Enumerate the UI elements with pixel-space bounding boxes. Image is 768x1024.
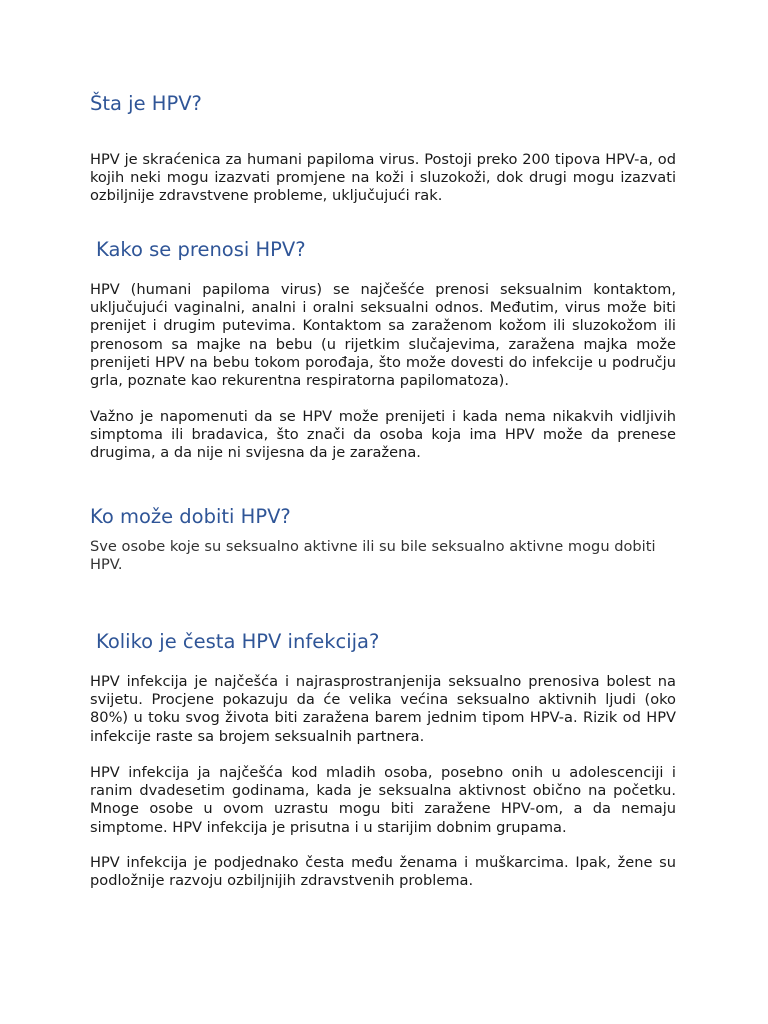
paragraph-what-is-hpv: HPV je skraćenica za humani papiloma virus. Postoji preko 200 tipova HPV-a, od kojih neki mogu izazvati promjene na koži i sluzokoži, dok drugi mogu izazvati ozbiljnije zdravstvene probleme, uključujući rak. xyxy=(90,151,676,205)
heading-what-is-hpv: Šta je HPV? xyxy=(90,92,202,115)
paragraph-prevalence-3: HPV infekcija je podjednako česta među ženama i muškarcima. Ipak, žene su podložnije razvoju ozbiljnijih zdravstvenih problema. xyxy=(90,854,676,890)
paragraph-who-can-get: Sve osobe koje su seksualno aktivne ili su bile seksualno aktivne mogu dobiti HPV. xyxy=(90,538,656,574)
heading-who-can-get: Ko može dobiti HPV? xyxy=(90,505,291,528)
paragraph-prevalence-2: HPV infekcija ja najčešća kod mladih osoba, posebno onih u adolescenciji i ranim dvadesetim godinama, kada je seksualna aktivnost obično na početku. Mnoge osobe u ovom uzrastu mogu biti zaražene HPV-om, a da nemaju simptome. HPV infekcija je prisutna i u starijim dobnim grupama. xyxy=(90,764,676,836)
heading-prevalence: Koliko je česta HPV infekcija? xyxy=(96,630,380,653)
heading-transmission: Kako se prenosi HPV? xyxy=(96,238,306,261)
paragraph-prevalence-1: HPV infekcija je najčešća i najrasprostranjenija seksualno prenosiva bolest na svijetu. Procjene pokazuju da će velika većina seksualno aktivnih ljudi (oko 80%) u toku svog života biti zaražena barem jednim tipom HPV-a. Rizik od HPV infekcije raste sa brojem seksualnih partnera. xyxy=(90,673,676,745)
paragraph-transmission-1: HPV (humani papiloma virus) se najčešće prenosi seksualnim kontaktom, uključujući vaginalni, analni i oralni seksualni odnos. Međutim, virus može biti prenijet i drugim putevima. Kontaktom sa zaraženom kožom ili sluzokožom ili prenosom sa majke na bebu (u rijetkim slučajevima, zaražena majka može prenijeti HPV na bebu tokom porođaja, što može dovesti do infekcije u području grla, poznate kao rekurentna respiratorna papilomatoza). xyxy=(90,281,676,390)
paragraph-transmission-2: Važno je napomenuti da se HPV može prenijeti i kada nema nikakvih vidljivih simptoma ili bradavica, što znači da osoba koja ima HPV može da prenese drugima, a da nije ni svijesna da je zaražena. xyxy=(90,408,676,462)
